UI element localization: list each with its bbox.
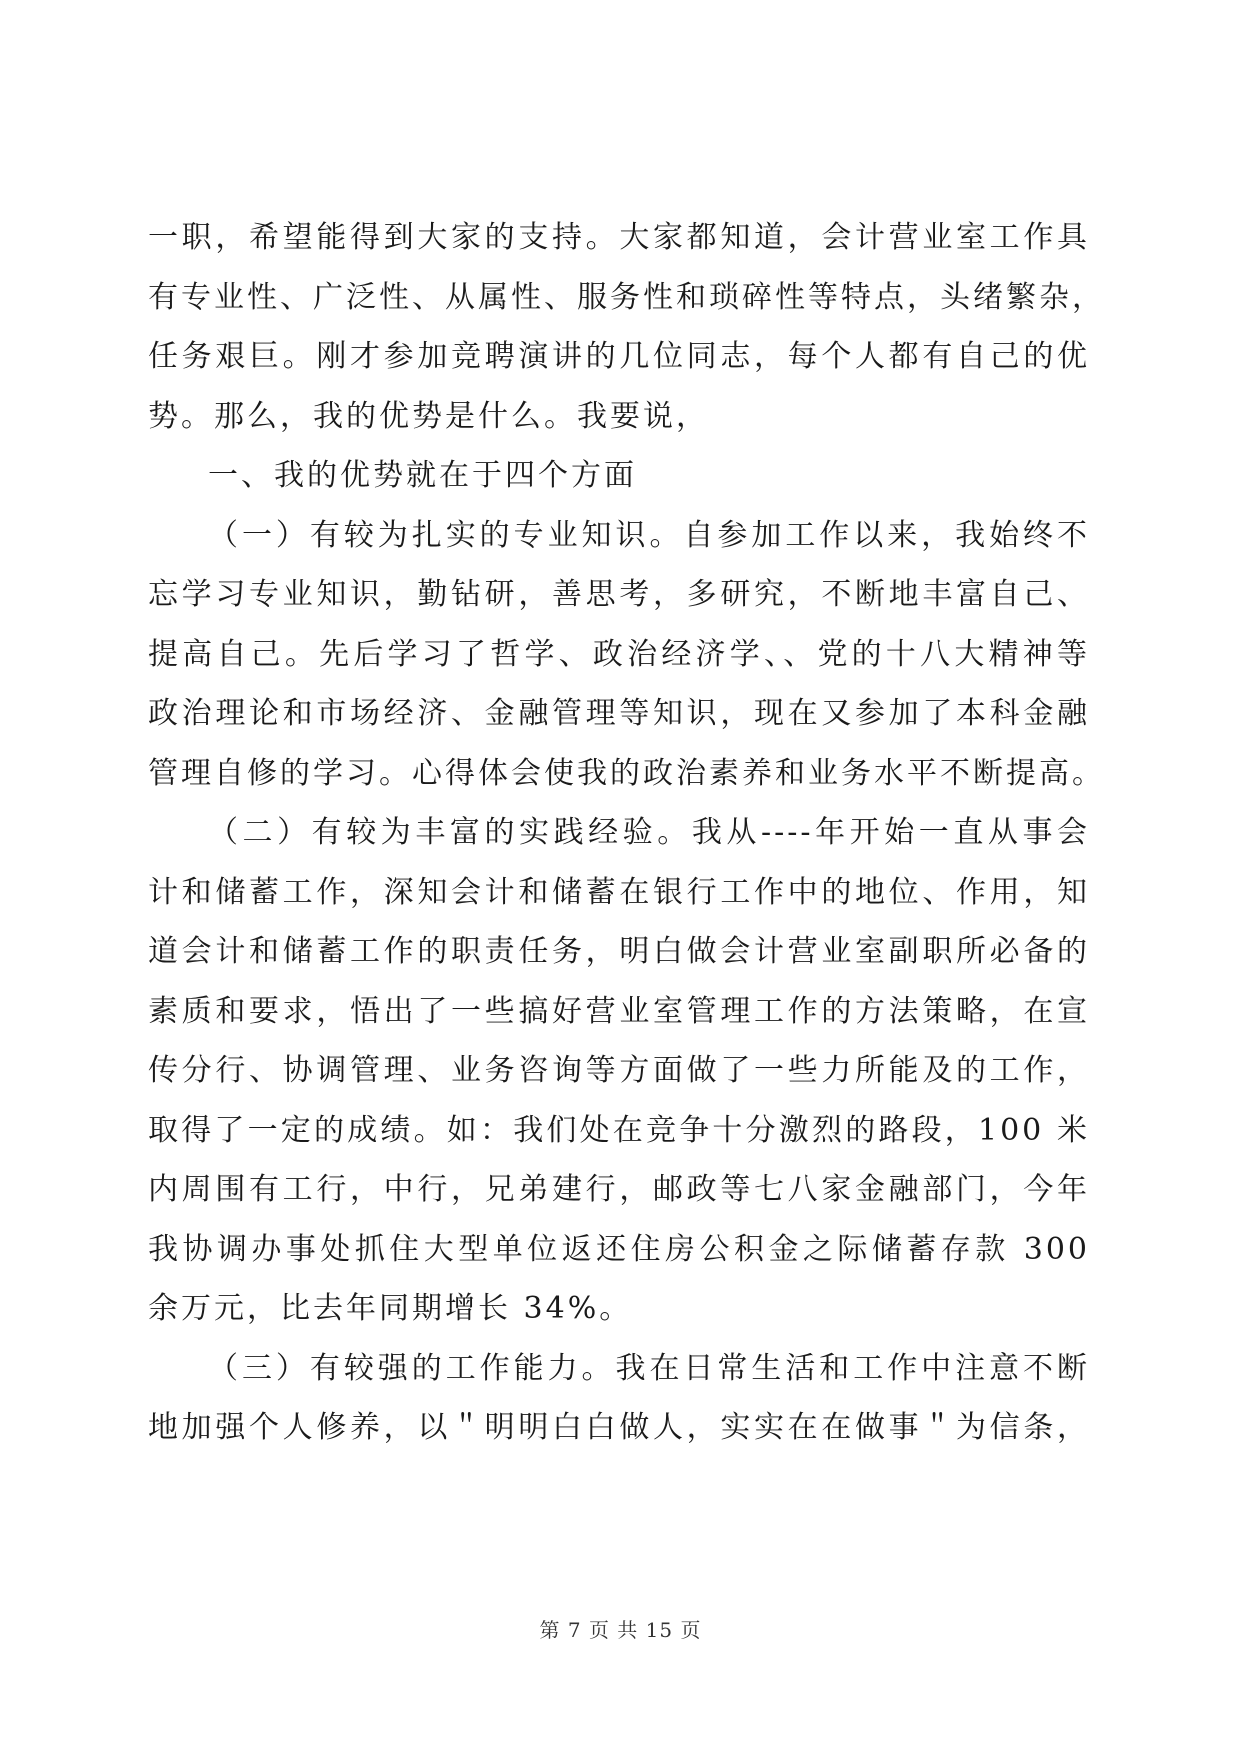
text-line: 传分行、协调管理、业务咨询等方面做了一些力所能及的工作，	[148, 1053, 1090, 1088]
section-heading: 一、我的优势就在于四个方面	[208, 458, 637, 493]
document-body	[148, 208, 1105, 1458]
text-line: 内周围有工行，中行，兄弟建行，邮政等七八家金融部门，今年	[148, 1172, 1090, 1207]
text-line: 忘学习专业知识，勤钻研，善思考，多研究，不断地丰富自己、	[148, 577, 1090, 612]
text-line: 地加强个人修养，以＂明明白白做人，实实在在做事＂为信条，	[148, 1410, 1090, 1445]
text-line: （三）有较强的工作能力。我在日常生活和工作中注意不断	[208, 1350, 1090, 1386]
text-line: 有专业性、广泛性、从属性、服务性和琐碎性等特点，头绪繁杂，	[148, 279, 1105, 315]
text-line: 我协调办事处抓住大型单位返还住房公积金之际储蓄存款 300	[148, 1231, 1090, 1267]
text-line: 道会计和储蓄工作的职责任务，明白做会计营业室副职所必备的	[148, 934, 1090, 969]
text-line: （二）有较为丰富的实践经验。我从----年开始一直从事会	[208, 815, 1090, 850]
text-line: 余万元，比去年同期增长 34%。	[148, 1291, 633, 1326]
text-line: 一职，希望能得到大家的支持。大家都知道，会计营业室工作具	[148, 220, 1090, 255]
text-line: 任务艰巨。刚才参加竞聘演讲的几位同志，每个人都有自己的优	[148, 339, 1090, 374]
text-line: （一）有较为扎实的专业知识。自参加工作以来，我始终不	[208, 517, 1090, 553]
text-line: 政治理论和市场经济、金融管理等知识，现在又参加了本科金融	[148, 696, 1090, 731]
text-line: 管理自修的学习。心得体会使我的政治素养和业务水平不断提高。	[148, 755, 1105, 791]
text-line: 提高自己。先后学习了哲学、政治经济学、、党的十八大精神等	[148, 636, 1090, 672]
page-number: 第 7 页 共 15 页	[539, 1618, 702, 1642]
text-line: 素质和要求，悟出了一些搞好营业室管理工作的方法策略，在宣	[148, 993, 1090, 1029]
text-line: 势。那么，我的优势是什么。我要说，	[148, 398, 709, 434]
text-line: 计和储蓄工作，深知会计和储蓄在银行工作中的地位、作用，知	[148, 874, 1090, 910]
text-line: 取得了一定的成绩。如：我们处在竞争十分激烈的路段，100 米	[148, 1112, 1090, 1148]
